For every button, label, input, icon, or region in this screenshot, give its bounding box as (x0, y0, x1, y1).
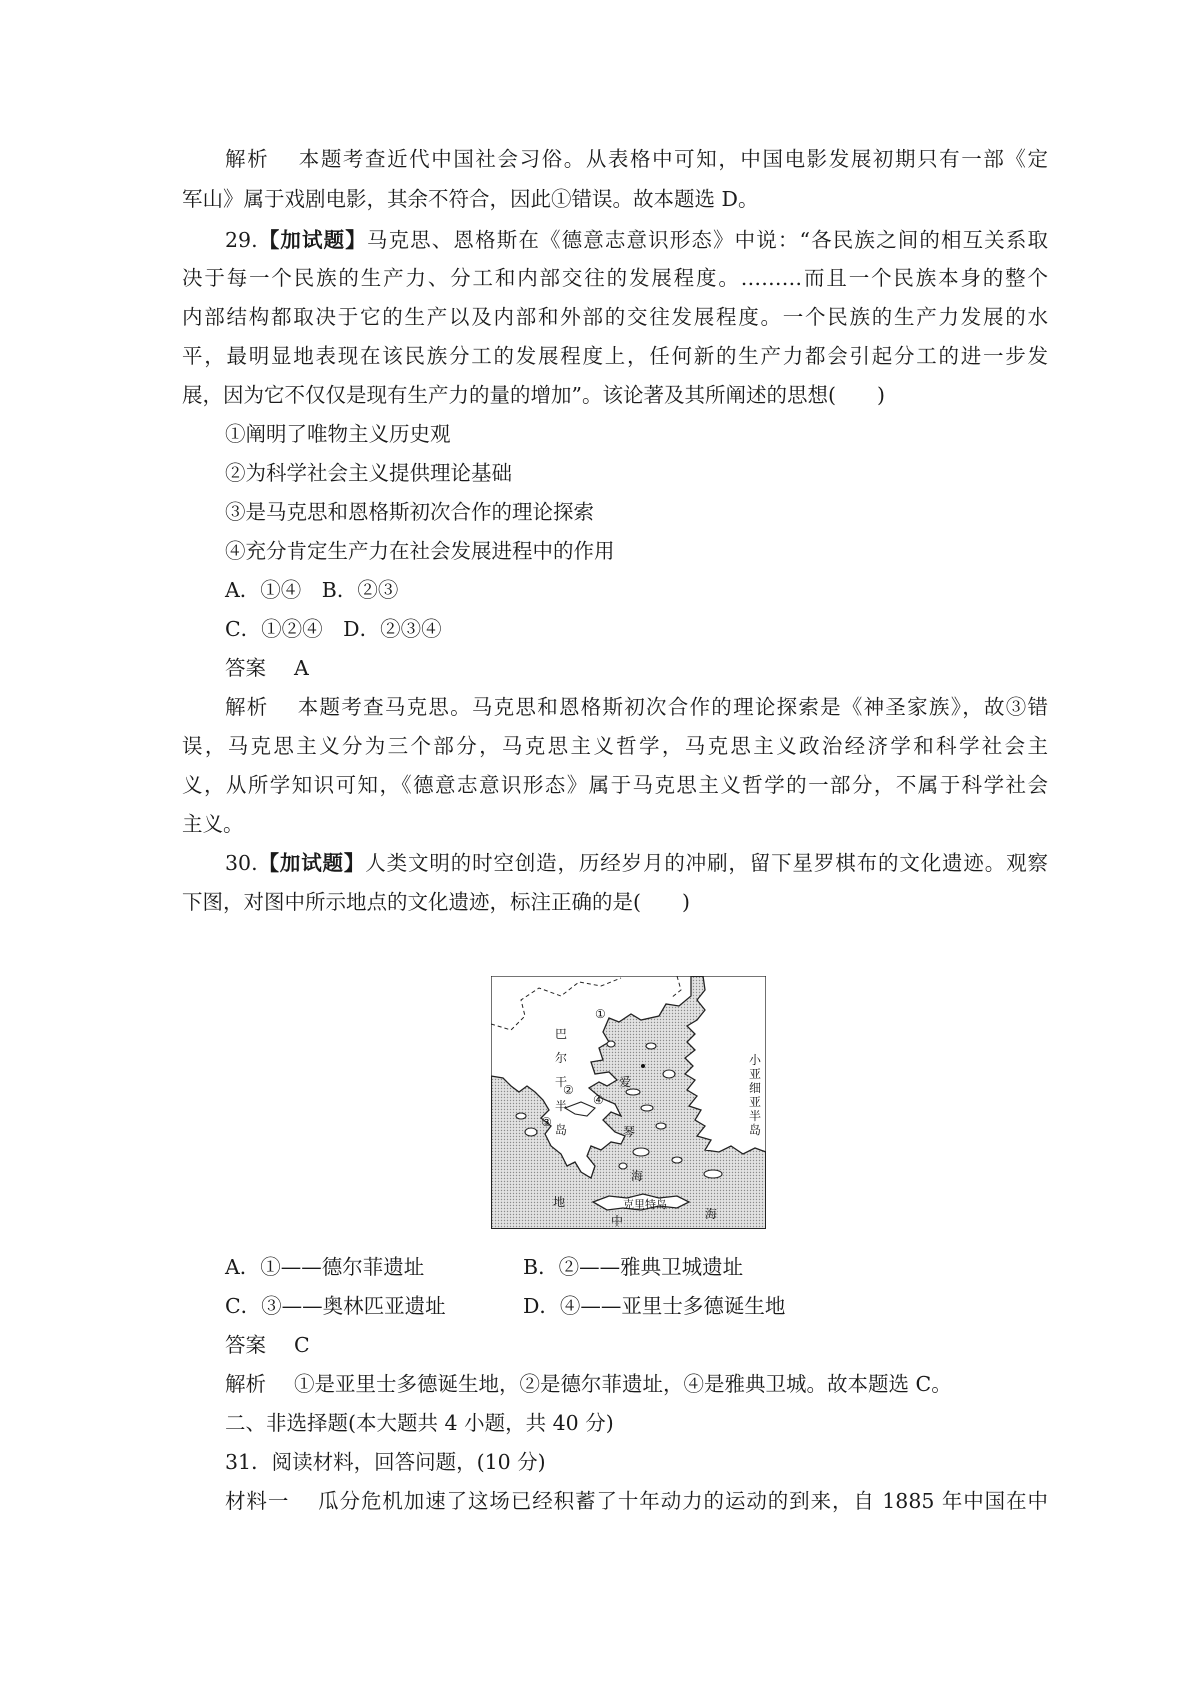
q29-stem-line-2: 决于每一个民族的生产力、分工和内部交往的发展程度。………而且一个民族本身的整个 (182, 266, 1048, 290)
map-label-med-zhong: 中 (611, 1214, 624, 1228)
svg-text:半: 半 (555, 1099, 568, 1113)
q31-material-1-line-1: 材料一 瓜分危机加速了这场已经积蓄了十年动力的运动的到来，自 1885 年中国在中 (225, 1489, 1048, 1513)
q29-number: 29. (225, 228, 258, 252)
svg-text:岛: 岛 (749, 1123, 762, 1137)
svg-text:海: 海 (631, 1169, 644, 1183)
q30-explanation: 解析 ①是亚里士多德诞生地，②是德尔菲遗址，④是雅典卫城。故本题选 C。 (225, 1372, 952, 1396)
map-label-crete: 克里特岛 (623, 1198, 667, 1211)
svg-text:半: 半 (749, 1109, 762, 1123)
q29-options-row-2: C．①②④ D．②③④ (225, 617, 442, 641)
q29-explanation-line-1: 解析 本题考查马克思。马克思和恩格斯初次合作的理论探索是《神圣家族》，故③错 (225, 695, 1049, 719)
map-marker-1: ① (595, 1007, 606, 1021)
q31-title: 31．阅读材料，回答问题，(10 分) (225, 1450, 546, 1474)
map-marker-3: ③ (541, 1115, 552, 1129)
svg-text:尔: 尔 (555, 1051, 568, 1065)
q29-answer: 答案 A (225, 656, 309, 680)
svg-text:干: 干 (555, 1075, 568, 1089)
q29-item-4: ④充分肯定生产力在社会发展进程中的作用 (225, 539, 615, 563)
q29-item-2: ②为科学社会主义提供理论基础 (225, 461, 512, 485)
svg-text:琴: 琴 (623, 1125, 636, 1139)
q30-option-d: D．④——亚里士多德诞生地 (523, 1294, 786, 1318)
intro-explanation-line-2: 军山》属于戏剧电影，其余不符合，因此①错误。故本题选 D。 (182, 187, 759, 211)
svg-text:小: 小 (749, 1053, 762, 1067)
q29-stem-line-4: 平，最明显地表现在该民族分工的发展程度上，任何新的生产力都会引起分工的进一步发 (182, 344, 1048, 368)
q30-number: 30. (225, 851, 258, 875)
q29-item-1: ①阐明了唯物主义历史观 (225, 422, 451, 446)
svg-text:巴: 巴 (555, 1027, 568, 1041)
q29-stem-line-3: 内部结构都取决于它的生产以及内部和外部的交往发展程度。一个民族的生产力发展的水 (182, 305, 1048, 329)
intro-explanation-line-1: 解析 本题考查近代中国社会习俗。从表格中可知，中国电影发展初期只有一部《定 (225, 147, 1049, 171)
q29-item-3: ③是马克思和恩格斯初次合作的理论探索 (225, 500, 594, 524)
q29-stem-line-5: 展，因为它不仅仅是现有生产力的量的增加”。该论著及其所阐述的思想( ) (182, 383, 885, 407)
q29-stem-line-1: 29.【加试题】马克思、恩格斯在《德意志意识形态》中说：“各民族之间的相互关系取 (225, 228, 1048, 252)
svg-text:爱: 爱 (619, 1075, 632, 1089)
svg-text:岛: 岛 (555, 1123, 568, 1137)
q29-tag: 【加试题】 (257, 228, 367, 252)
aegean-map (491, 976, 766, 1229)
map-label-med-hai: 海 (705, 1207, 718, 1221)
svg-text:亚: 亚 (749, 1067, 762, 1081)
q30-answer: 答案 C (225, 1333, 310, 1357)
svg-text:亚: 亚 (749, 1095, 762, 1109)
q30-option-c: C．③——奥林匹亚遗址 (225, 1294, 446, 1318)
map-marker-4: ④ (593, 1093, 604, 1107)
map-label-med-di: 地 (553, 1195, 566, 1209)
map-marker-2: ② (563, 1083, 574, 1097)
q30-option-a: A．①——德尔菲遗址 (225, 1255, 425, 1279)
q30-stem-line-1: 30.【加试题】人类文明的时空创造，历经岁月的冲刷，留下星罗棋布的文化遗迹。观察 (225, 851, 1048, 875)
q29-explanation-line-4: 主义。 (182, 812, 244, 836)
svg-text:细: 细 (749, 1081, 762, 1095)
q29-explanation-line-2: 误，马克思主义分为三个部分，马克思主义哲学，马克思主义政治经济学和科学社会主 (182, 734, 1048, 758)
q29-explanation-line-3: 义，从所学知识可知，《德意志意识形态》属于马克思主义哲学的一部分，不属于科学社会 (182, 773, 1048, 797)
q30-tag: 【加试题】 (257, 851, 366, 875)
map-label-asia-minor (749, 1053, 762, 1137)
section2-heading: 二、非选择题(本大题共 4 小题，共 40 分) (225, 1411, 614, 1435)
q29-options-row-1: A．①④ B．②③ (225, 578, 399, 602)
q30-stem-line-2: 下图，对图中所示地点的文化遗迹，标注正确的是( ) (182, 890, 690, 914)
q30-option-b: B．②——雅典卫城遗址 (523, 1255, 744, 1279)
